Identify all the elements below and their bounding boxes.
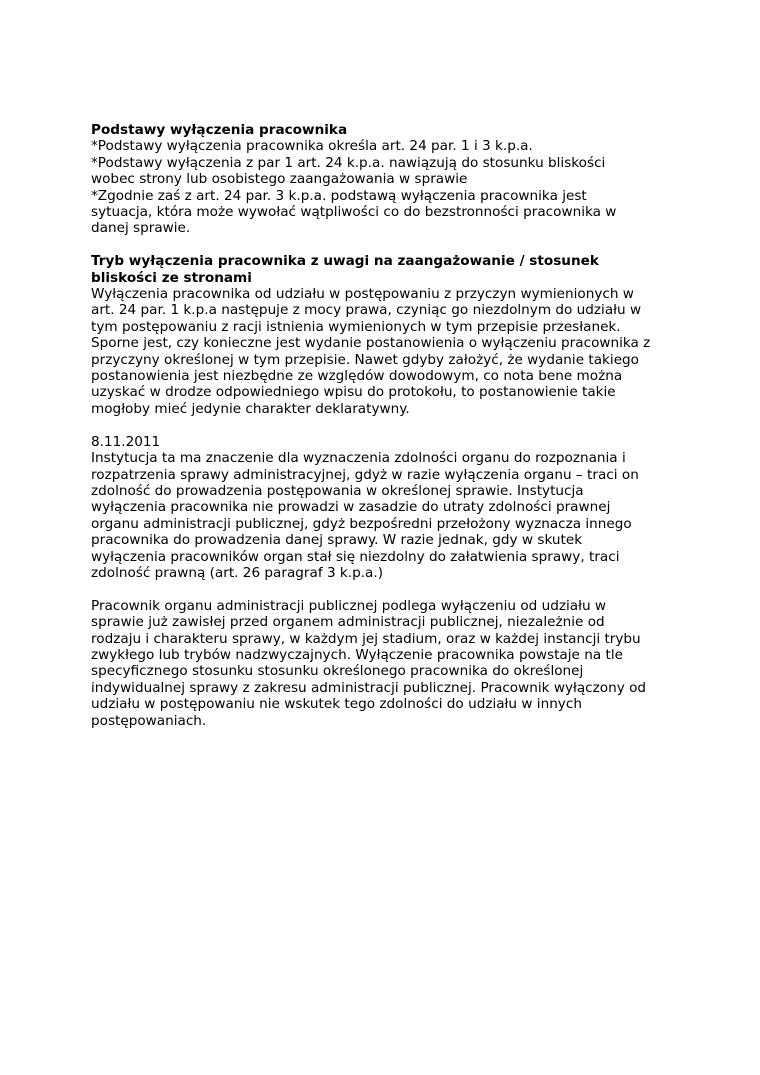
text-line: *Podstawy wyłączenia z par 1 art. 24 k.p.a. nawiązują do stosunku bliskości — [91, 154, 606, 171]
text-line: pracownika do prowadzenia danej sprawy. W razie jednak, gdy w skutek — [91, 532, 583, 549]
text-line: tym postępowaniu z racji istnienia wymienionych w tym przepisie przesłanek. — [91, 318, 621, 335]
text-line: zdolność prawną (art. 26 paragraf 3 k.p.a.) — [91, 564, 384, 581]
paragraph-gap — [91, 417, 681, 433]
section-heading: Podstawy wyłączenia pracownika — [91, 122, 348, 138]
text-line: organu administracji publicznej, gdyż bezpośredni przełożony wyznacza innego — [91, 515, 632, 532]
section-dated-note — [91, 434, 681, 582]
text-line: sprawie już zawisłej przed organem administracji publicznej, niezależnie od — [91, 614, 605, 631]
text-line: *Podstawy wyłączenia pracownika określa art. 24 par. 1 i 3 k.p.a. — [91, 138, 533, 155]
paragraph-gap — [91, 581, 681, 597]
text-line: indywidualnej sprawy z zakresu administracji publicznej. Pracownik wyłączony od — [91, 679, 647, 696]
text-line: postępowaniach. — [91, 712, 207, 729]
text-line: sytuacja, która może wywołać wątpliwości co do bezstronności pracownika w — [91, 204, 617, 221]
text-line: art. 24 par. 1 k.p.a następuje z mocy prawa, czyniąc go niezdolnym do udziału w — [91, 302, 642, 319]
text-line: Pracownik organu administracji publicznej podlega wyłączeniu od udziału w — [91, 597, 607, 614]
text-line: specyficznego stosunku stosunku określonego pracownika do określonej — [91, 663, 584, 680]
section-pracownik — [91, 598, 681, 729]
paragraph-gap — [91, 237, 681, 253]
text-line: postanowienia jest niezbędne ze względów dowodowym, co nota bene można — [91, 368, 623, 385]
text-line: zdolność do prowadzenia postępowania w określonej sprawie. Instytucja — [91, 482, 584, 499]
text-line: *Zgodnie zaś z art. 24 par. 3 k.p.a. podstawą wyłączenia pracownika jest — [91, 187, 587, 204]
text-line: wobec strony lub osobistego zaangażowania w sprawie — [91, 171, 468, 188]
text-line: wyłączenia pracowników organ stał się niezdolny do załatwienia sprawy, traci — [91, 548, 620, 565]
text-line: uzyskać w drodze odpowiedniego wpisu do protokołu, to postanowienie takie — [91, 384, 616, 401]
text-line: przyczyny określonej w tym przepisie. Nawet gdyby założyć, że wydanie takiego — [91, 351, 639, 368]
section-heading: bliskości ze stronami — [91, 269, 252, 286]
text-line: wyłączenia pracownika nie prowadzi w zasadzie do utraty zdolności prawnej — [91, 499, 611, 516]
section-podstawy — [91, 122, 681, 237]
text-line: Wyłączenia pracownika od udziału w postępowaniu z przyczyn wymienionych w — [91, 286, 634, 303]
text-line: danej sprawie. — [91, 220, 191, 237]
text-line: mogłoby mieć jedynie charakter deklaratywny. — [91, 400, 410, 417]
date-line: 8.11.2011 — [91, 433, 161, 450]
document-body — [91, 122, 681, 729]
text-line: Instytucja ta ma znaczenie dla wyznaczenia zdolności organu do rozpoznania i — [91, 450, 626, 467]
text-line: zwykłego lub trybów nadzwyczajnych. Wyłączenie pracownika powstaje na tle — [91, 646, 623, 663]
text-line: udziału w postępowaniu nie wskutek tego zdolności do udziału w innych — [91, 696, 582, 713]
section-tryb — [91, 253, 681, 417]
section-heading: Tryb wyłączenia pracownika z uwagi na zaangażowanie / stosunek — [91, 253, 599, 270]
text-line: Sporne jest, czy konieczne jest wydanie postanowienia o wyłączeniu pracownika z — [91, 335, 651, 352]
text-line: rodzaju i charakteru sprawy, w każdym jej stadium, oraz w każdej instancji trybu — [91, 630, 641, 647]
text-line: rozpatrzenia sprawy administracyjnej, gdyż w razie wyłączenia organu – traci on — [91, 466, 639, 483]
